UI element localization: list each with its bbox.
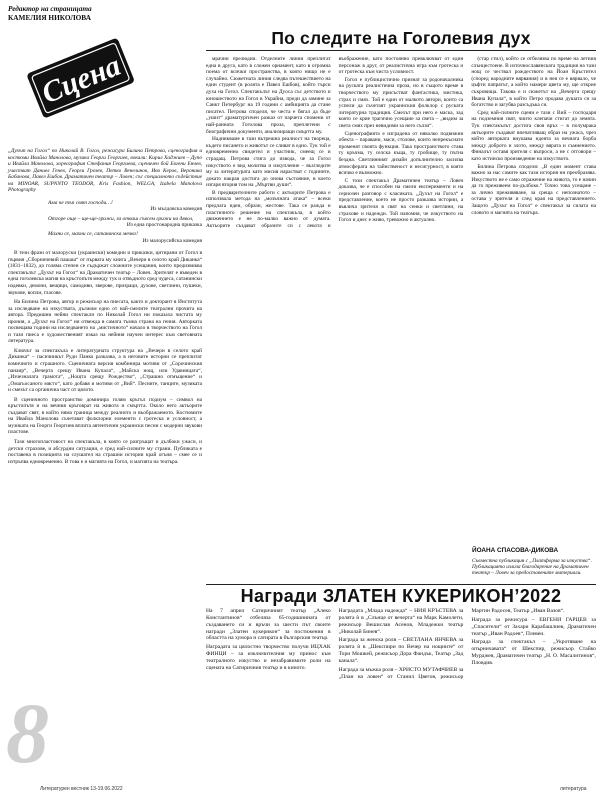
award-body: [206, 608, 596, 784]
left-paragraph: Ключът за спектакъла е литературната структура на „Вечери в селото край Диканка“ – пасичникът Руди Панко разказва, а в неговите истории се преплитат комичното и страшното. Сценичната версия комбинира мотиви от „Сорочинския панаир“, „Вечерта срещу Ивана Купала“, „Майска нощ, или Удавницата“, „Изчезналата грамота“, „Нощта срещу Рождество“, „Страшно отмъщение“ и „Омагьосаното място“, като добавя и мотиви от „Вий“. Песните, танците, музиката и смехът са органична част от цялото.: [8, 347, 202, 394]
article-paragraph: Сценографията е изградена от няколко подвижни обекта – паравани, маси, столове, които непрекъснато променят своята функция. Така пространството става ту кръчма, ту селска къща, ту гробище, ту пътна бездна. Светлинният дизайн допълнително засилва атмосферата на тайнственост и несигурност, в която всичко е възможно.: [338, 130, 464, 177]
award-paragraph: Награда за спектакъл – „Укротяване на опърничавата“ от Шекспир, режисьор Стайко Мурджев, Драматичен театър „Н. О. Масалитинов“, Пловдив.: [471, 639, 596, 666]
award-paragraph: Награда за женска роля – СВЕТЛАНА ЯНЧЕВА за ролята ѝ в „Шекспири по Вечер на нощните“ от Тори Мошкей, режисьор Дора Фандък, Театър „Зад канала“.: [338, 637, 464, 664]
epigraph-3-source: Из малорусийска комедия: [142, 237, 202, 244]
editor-credit: [8, 5, 158, 22]
award-title: Награди ЗЛАТЕН КУКЕРИКОН’2022: [240, 586, 562, 606]
article-body: [206, 56, 596, 544]
left-column: [8, 148, 202, 468]
article-paragraph: Гогол е публицистично признат за родоначалника на руската реалистична проза, но в същото време в творчеството му присъстват фантастика, мистика, страх и смях. Той е един от малкото автори, които са успели да съчетаят украинския фолклор с руската литературна традиция. Смехът при него е маска, зад която се крие трагично усещане за света – „видим за света смях през невидими за него сълзи“.: [338, 76, 464, 129]
epigraph-2-text: Отгоре още – ще-ще-грижи, за отваш съвсем грижи на дявол,: [48, 215, 194, 222]
award-paragraph: Награда за режисура – ЕВГЕНИ ГАРЦЕВ за „Спасители“ от Захари Карабашлиев, Драматичен театър „Иван Радоев“, Плевен.: [471, 616, 596, 637]
article-title: По следите на Гоголевия дух: [271, 28, 531, 48]
epigraph-1-text: Ама че тъп свят господи…!: [48, 199, 113, 206]
article-paragraph: мрачни прелюдии. Отделните линии преплитат една в друга, като в сложен орнамент, като в огромна поема от всички пространства, в която нищо не е случайно. Сюжетната линия следва пътешествието на един студент (в ролята е Павел Ешбов), който търси духа на Гогол. Спектакълът на Дуоса със детството и юношеството на Гогол в Украйна, преди да замине за Санкт Петербург на 19 години с амбицията да стане писател. Петрова споделя, че честа е бягал да бъде „ушит“ драматургичен разказ от парчета спомени от най-ранната Гоголова проза, преплетени с биографични документи, анализиращи смъртта му.: [206, 56, 331, 135]
editor-label: Редактор на страницата: [8, 4, 92, 13]
article-paragraph: Билина Петрова споделя: „В един момент става важно за нас самите как тази история ни преобразява. Изкуството не е само отражение на живота, то е начин да го преживеем по-дълбоко.“ Точно това усещане – за лично преживяване, за среща с непознатото – остава у зрителя и след края на представлението. Защото „Духът на Гогол“ е спектакъл за силата на словото и магията на театъра.: [471, 163, 596, 216]
award-paragraph: Наградата за цялостно творчество получи ИЦХАК ФИНЦИ – за изключителния му принос към театралното изкуство и незабравимите роли на сцената на Сатиричния театър и в киното.: [206, 644, 331, 671]
production-credits: „Духът на Гогол“ по Николай В. Гогол, режисура Билина Петрова, сценография и костюми Ивайла Манолова, музика Георги Георгиев, вокали: Кирил Хаджиев – Дупо и Ивайла Манолова, хореография Стефания Георгиева, сценичен бой Евгени Енчев, участват Даниел Генев, Георги Грозев, Петко Венелинов, Иво Керов, Вероника Бабанова, Павел Ешбов. Драматичен театър – Ловеч; със специалното съдействие на MINOAR, SUPNNTO TEODOR, Kris Fashion, WELGA, Izabela Manolova Photography: [8, 148, 202, 194]
publication-note: Съвместна публикация с „Платформа за изкуства“. Публикацията излиза благодарение на Драматичен театър – Ловеч за предоставените материали.: [472, 558, 592, 577]
award-paragraph: Награда за мъжка роля – ХРИСТО МУТАФЧИЕВ за „План на ловен“ от Станил Цвегов, режисьор Мартин Радосев, Театър „Иван Вазов“.: [338, 608, 565, 680]
epigraph-3-text: Махни се, махни се, сатанинска мечко!: [48, 231, 138, 238]
left-paragraph: На Билина Петрова, автор и режисьор на пиесата, както и докторант в Института за изследване на изкуствата, дължим едно от най-смелите театрални прочита на автора. Предишни нейни спектакли по Николай Гогол ни показаха чистата му ирония, а „Духът на Гогол“ ни отвежда в самата тъмна страна на гения. Авторката посвещава години на изследването на „мистичното“ начало в творчеството на Гогол и тази пиеса е художественият изказ на нейния научен интерес към световната литература.: [8, 299, 202, 345]
section-rule: [206, 584, 596, 585]
article-paragraph: (стар стил), който се отбелязва по време на летния слънцестоене. В източнославянската традиция на тази нощ се чествал рождеството на Йоан Кръстител (според народните вярвания) и в нея се е вярвало, че цъфти папратът, а който намери цвета му, ще открие съкровища. Такова е и сюжетът на „Вечерта срещу Ивана Купала“, в който Петро продава душата си за богатство и загубва разсъдъка си.: [471, 56, 596, 109]
stage-logo-graphic: [22, 22, 140, 137]
stage-logo: [22, 22, 140, 137]
footer-issue: Литературен вестник 13-19.06.2022: [40, 786, 123, 792]
article-paragraph: В предварителните работи с актьорите Петрова е използвала метода на „мозъчната атака“ – всеки предлага идеи, образи, жестове. Така се ражда и пластичното решение на спектакъла, в който движението е не по-малко важно от думата. Актьорите създават образите си с лекота и въображение, като постоянно превключват от един персонаж в друг, от реалистична игра към гротеска и от гротеска към чиста условност.: [206, 56, 464, 229]
epigraph-1-source: Из мълдовска комедия: [150, 206, 202, 213]
footer-section: литература: [560, 786, 587, 792]
left-paragraph: В тези фрази от малоруски (украински) комедии и приказки, цитирани от Гогол в първия „Сборничевий пашаш“ от първата му книга „Вечери в селото край Диканка“ (1831–1832), до голяма степен се съдържат сложните усещания, които предизвиква спектакълът „Духът на Гогол“ на Драматичен театър – Ловеч. Зрителят е въведен в една гоголевска магия на кръстопътя между тук и отвъдното сред чудеса, сатанински издевки, демони, вещици, самодиви, зверове, призраци, духове, светлини, пушеки, звукове, вопли, гласове.: [8, 250, 203, 296]
left-paragraph: В сценичното пространство доминира голям кръгъл подиум – символ на кръстопътя и на вечния кръговрат на живота и смъртта. Около него актьорите създават свят, в който няма граница между реалното и въображаемото. Костюмите на Ивайла Манолова съчетават фолклорни елементи с гротеска и условност, а музиката на Георги Георгиев вплита автентични украински песни с модерни звукови пластове.: [8, 396, 202, 436]
page-number: 8: [6, 685, 49, 781]
article-paragraph: Сред най-силните сцени е тази с Вий – господаря на подземния свят, чиито клепачи стигат до земята. Тук спектакълът достига своя връх – в полумрака актьорите създават впечатляващ образ на ужаса, чрез който авторката внушава идеята за вечната борба между доброто и злото, между вярата и съмнението. Финалът оставя зрителя с въпроси, а не с отговори – като истинско произведение на изкуството.: [471, 109, 596, 162]
award-paragraph: Наградата „Млада надежда“ – НИЯ КРЪСТЕВА за ролята ѝ в „Слънце от вечерта“ на Марк Камолети, режисьор Вешислав Асенов, Младежки театър „Николай Бинев“.: [338, 608, 464, 635]
title-rule: [206, 50, 596, 51]
author-signature: ЙОАНА СПАСОВА-ДИКОВА: [472, 547, 559, 554]
article-paragraph: Надникваме в тази вътрешна реалност на твореца, където писането и животът се сливат в едно. Тук той е едновременно свидетел и участник, смеещ се и страдащ. Петрова стига до извода, че за Гогол изкуството е вид молитва и изкупление – възгледите му за литературата като мисия нарастват с годините, докато накрая достига до онова състояние, в което изгаря втория том на „Мъртви души“.: [206, 136, 331, 189]
epigraph-1: [48, 200, 202, 244]
article-paragraph: С този спектакъл Драматичен театър – Ловеч доказва, че е способен на смели експерименти и на сериозен разговор с класиката. „Духът на Гогол“ е представление, което не просто разказва истории, а въвлича зрителя в свят на сенки и светлини, на страхове и надежди. Той напомня, че изкуството на Гогол и днес е живо, тревожно и актуално.: [338, 177, 464, 224]
award-paragraph: На 7 април Сатиричният театър „Алеко Константинов“ отбеляза 65-годишнината от създаването си и връчи за шести път своите награди „Златен кукерикон“ за постижения в областта на хумора и сатирата в българския театър.: [206, 608, 331, 642]
editor-name: КАМЕЛИЯ НИКОЛОВА: [8, 12, 91, 22]
epigraph-2-source: Из една простонародна приказка: [126, 222, 202, 229]
stage-logo-text: Сцена: [37, 48, 126, 111]
left-paragraph: Тази многопластовост на спектакъла, в която се разгръщат и дълбоки ужаси, и детски страхове, и абсурдни ситуации, е сред най-силните му страни. Публиката е поставена в позицията на слушател на страшни истории край огъня – смее се и изтръпва едновременно. В това е и магията на Гогол, и магията на театъра.: [8, 439, 202, 465]
